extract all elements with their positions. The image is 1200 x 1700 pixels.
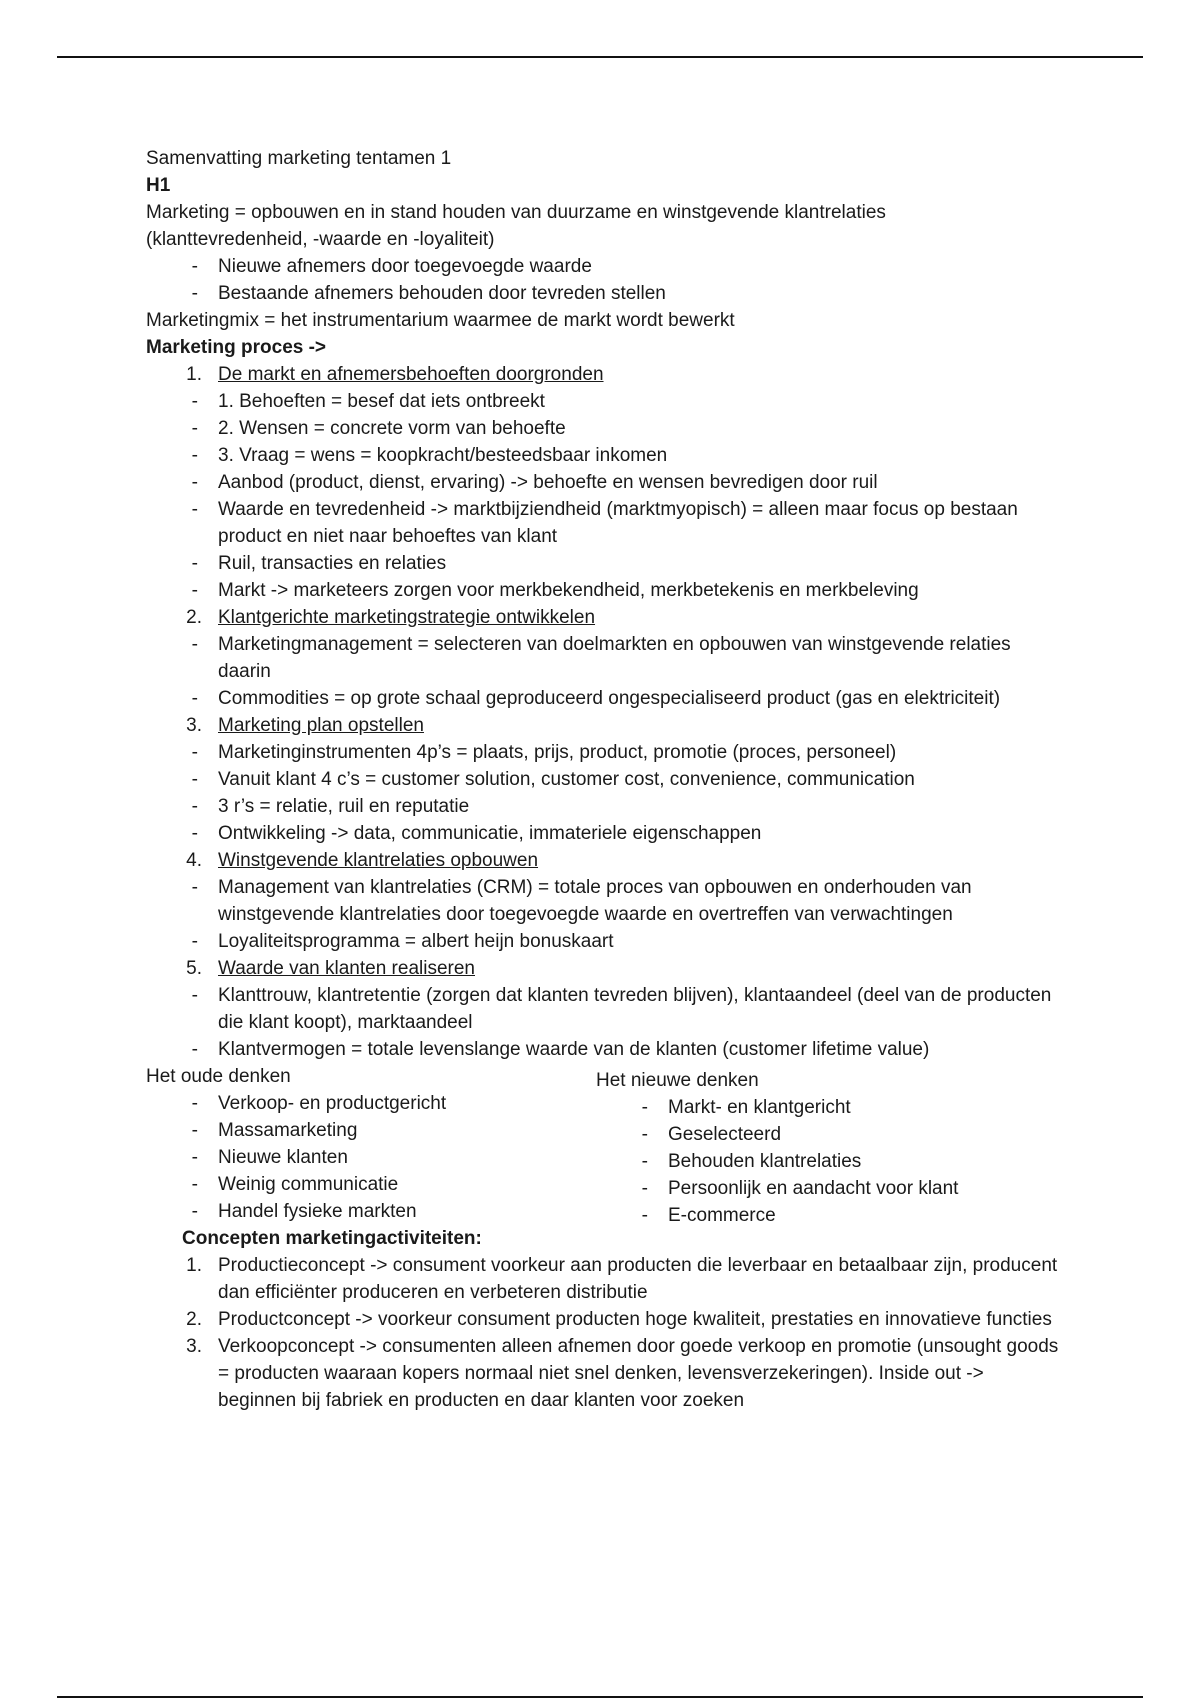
bullet-marker: -	[191, 553, 198, 574]
list-item: - Marketingmanagement = selecteren van doelmarkten en opbouwen van winstgevende relaties daarin	[146, 631, 1066, 685]
concept-item: 3. Verkoopconcept -> consumenten alleen afnemen door goede verkoop en promotie (unsought goods = producten waaraan kopers normaal niet snel denken, levensverzekeringen). Inside out -> beginnen bij fabriek en producten en daar klanten voor zoeken	[186, 1336, 1059, 1411]
concepts-list	[146, 1252, 1066, 1414]
bullet-marker: -	[191, 1093, 198, 1114]
bullet-marker: -	[641, 1097, 648, 1118]
list-item: - Massamarketing	[146, 1117, 596, 1144]
list-item: - Marketinginstrumenten 4p’s = plaats, prijs, product, promotie (proces, personeel)	[146, 739, 1066, 766]
list-item: - 2. Wensen = concrete vorm van behoefte	[146, 415, 1066, 442]
bullet-marker: -	[191, 1174, 198, 1195]
bullet-marker: -	[191, 1201, 198, 1222]
concept-item: 1. Productieconcept -> consument voorkeur aan producten die leverbaar en betaalbaar zijn, producent dan efficiënter produceren en verbeteren distributie	[186, 1255, 1058, 1303]
concept-item: 2. Productconcept -> voorkeur consument producten hoge kwaliteit, prestaties en innovatieve functies	[186, 1309, 1052, 1330]
bullet-marker: -	[191, 688, 198, 709]
step-heading: 4. Winstgevende klantrelaties opbouwen	[146, 847, 1066, 874]
bullet-marker: -	[191, 1039, 198, 1060]
bullet-marker: -	[191, 283, 198, 304]
bullet-marker: -	[191, 769, 198, 790]
list-item: - 3 r’s = relatie, ruil en reputatie	[146, 793, 1066, 820]
list-item: - Bestaande afnemers behouden door tevreden stellen	[146, 280, 1066, 307]
list-item: - E-commerce	[596, 1202, 1066, 1229]
process-steps	[146, 361, 1066, 1063]
intro-bullet-list	[146, 253, 1066, 307]
old-thinking-heading: Het oude denken	[146, 1066, 291, 1087]
bullet-marker: -	[191, 823, 198, 844]
step-heading: 5. Waarde van klanten realiseren	[146, 955, 1066, 982]
old-thinking-column	[146, 1063, 596, 1225]
list-item: - Klanttrouw, klantretentie (zorgen dat klanten tevreden blijven), klantaandeel (deel van de producten die klant koopt), marktaandeel	[146, 982, 1066, 1036]
step-title: Klantgerichte marketingstrategie ontwikkelen	[218, 607, 596, 628]
bullet-marker: -	[191, 418, 198, 439]
list-item: - Weinig communicatie	[146, 1171, 596, 1198]
bullet-marker: -	[641, 1178, 648, 1199]
list-item: - Klantvermogen = totale levenslange waarde van de klanten (customer lifetime value)	[146, 1036, 1066, 1063]
thinking-comparison	[146, 1063, 1066, 1225]
bullet-marker: -	[641, 1124, 648, 1145]
list-item: - Nieuwe klanten	[146, 1144, 596, 1171]
list-item: - 3. Vraag = wens = koopkracht/besteedsbaar inkomen	[146, 442, 1066, 469]
step-heading: 2. Klantgerichte marketingstrategie ontwikkelen	[146, 604, 1066, 631]
step-title: Marketing plan opstellen	[218, 715, 424, 736]
list-item: - Vanuit klant 4 c’s = customer solution, customer cost, convenience, communication	[146, 766, 1066, 793]
header-rule	[57, 56, 1143, 58]
list-item: - Handel fysieke markten	[146, 1198, 596, 1225]
step-title: Waarde van klanten realiseren	[218, 958, 475, 979]
bullet-marker: -	[191, 1147, 198, 1168]
bullet-marker: -	[191, 499, 198, 520]
bullet-marker: -	[191, 580, 198, 601]
bullet-marker: -	[191, 256, 198, 277]
bullet-marker: -	[191, 1120, 198, 1141]
marketing-definition: Marketing = opbouwen en in stand houden van duurzame en winstgevende klantrelaties (klanttevredenheid, -waarde en -loyaliteit)	[146, 202, 886, 250]
new-thinking-column	[596, 1067, 1066, 1229]
bullet-marker: -	[191, 877, 198, 898]
document-body	[146, 145, 1066, 1414]
section-heading: H1	[146, 175, 171, 196]
list-item: - Behouden klantrelaties	[596, 1148, 1066, 1175]
bullet-marker: -	[191, 634, 198, 655]
proces-heading: Marketing proces ->	[146, 337, 327, 358]
list-item: - Loyaliteitsprogramma = albert heijn bonuskaart	[146, 928, 1066, 955]
bullet-marker: -	[641, 1205, 648, 1226]
bullet-marker: -	[191, 472, 198, 493]
list-item: - Persoonlijk en aandacht voor klant	[596, 1175, 1066, 1202]
bullet-marker: -	[191, 742, 198, 763]
list-item: - Geselecteerd	[596, 1121, 1066, 1148]
bullet-marker: -	[191, 796, 198, 817]
list-item: - Commodities = op grote schaal geproduceerd ongespecialiseerd product (gas en elektriciteit)	[146, 685, 1066, 712]
new-thinking-heading: Het nieuwe denken	[596, 1070, 759, 1091]
concepts-heading: Concepten marketingactiviteiten:	[182, 1228, 482, 1249]
bullet-marker: -	[191, 985, 198, 1006]
bullet-marker: -	[191, 931, 198, 952]
document-title: Samenvatting marketing tentamen 1	[146, 148, 452, 169]
bullet-marker: -	[641, 1151, 648, 1172]
step-heading: 1. De markt en afnemersbehoeften doorgronden	[146, 361, 1066, 388]
list-item: - Aanbod (product, dienst, ervaring) -> behoefte en wensen bevredigen door ruil	[146, 469, 1066, 496]
bullet-marker: -	[191, 391, 198, 412]
list-item: - Verkoop- en productgericht	[146, 1090, 596, 1117]
list-item: - Markt- en klantgericht	[596, 1094, 1066, 1121]
list-item: - Ruil, transacties en relaties	[146, 550, 1066, 577]
footer-rule	[57, 1696, 1143, 1698]
step-title: De markt en afnemersbehoeften doorgronden	[218, 364, 604, 385]
bullet-marker: -	[191, 445, 198, 466]
list-item: - 1. Behoeften = besef dat iets ontbreekt	[146, 388, 1066, 415]
marketingmix-definition: Marketingmix = het instrumentarium waarmee de markt wordt bewerkt	[146, 310, 735, 331]
list-item: - Markt -> marketeers zorgen voor merkbekendheid, merkbetekenis en merkbeleving	[146, 577, 1066, 604]
list-item: - Management van klantrelaties (CRM) = totale proces van opbouwen en onderhouden van winstgevende klantrelaties door toegevoegde waarde en overtreffen van verwachtingen	[146, 874, 1066, 928]
list-item: - Nieuwe afnemers door toegevoegde waarde	[146, 253, 1066, 280]
step-title: Winstgevende klantrelaties opbouwen	[218, 850, 539, 871]
list-item: - Ontwikkeling -> data, communicatie, immateriele eigenschappen	[146, 820, 1066, 847]
step-heading: 3. Marketing plan opstellen	[146, 712, 1066, 739]
list-item: - Waarde en tevredenheid -> marktbijziendheid (marktmyopisch) = alleen maar focus op bestaan product en niet naar behoeftes van klant	[146, 496, 1066, 550]
